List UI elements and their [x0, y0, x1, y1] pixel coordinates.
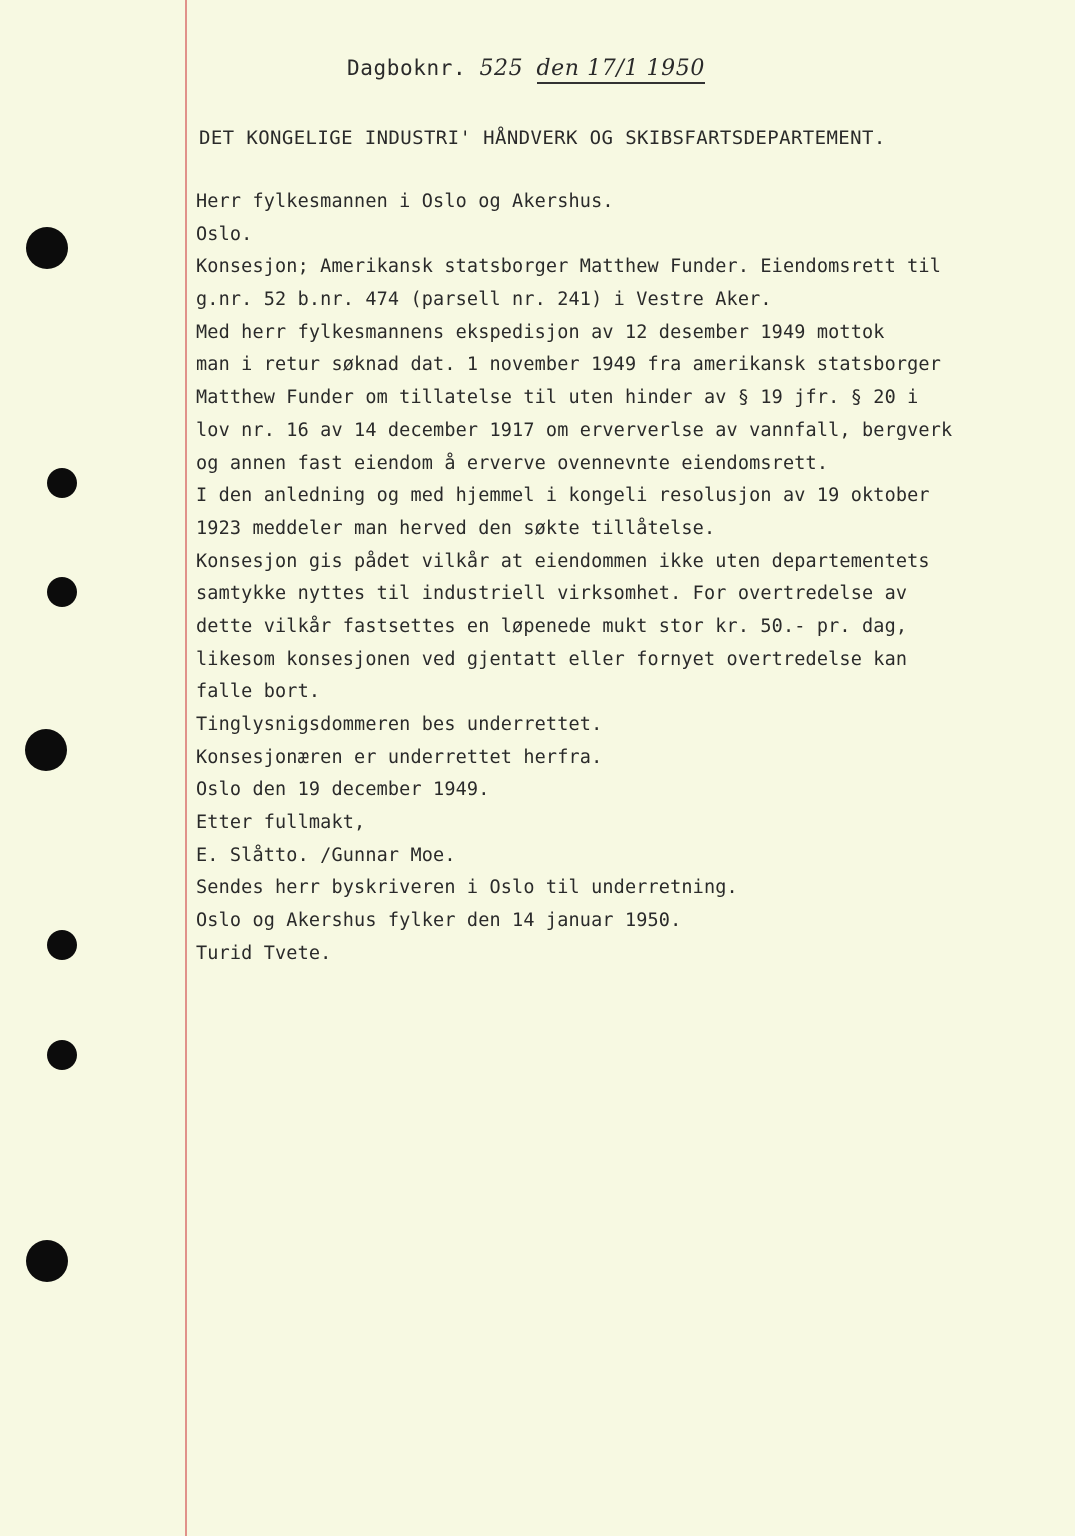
journal-prefix: Dagboknr.: [347, 56, 467, 80]
text-line: Sendes herr byskriveren i Oslo til underretning.: [196, 877, 738, 899]
journal-date: den 17/1 1950: [537, 56, 705, 84]
text-line: Oslo.: [196, 223, 253, 245]
text-line: I den anledning og med hjemmel i kongeli resolusjon av 19 oktober: [196, 485, 930, 507]
text-line: 1923 meddeler man herved den søkte tillåtelse.: [196, 517, 716, 539]
text-line: Med herr fylkesmannens ekspedisjon av 12 desember 1949 mottok: [196, 321, 885, 343]
text-line: Etter fullmakt,: [196, 812, 366, 834]
text-line: falle bort.: [196, 681, 321, 703]
text-line: g.nr. 52 b.nr. 474 (parsell nr. 241) i Vestre Aker.: [196, 289, 772, 311]
punch-hole: [47, 468, 77, 498]
punch-hole: [26, 227, 68, 269]
punch-hole: [26, 1240, 68, 1282]
text-line: Herr fylkesmannen i Oslo og Akershus.: [196, 191, 614, 212]
text-line: Tinglysnigsdommeren bes underrettet.: [196, 714, 603, 735]
text-line: Oslo og Akershus fylker den 14 januar 1950.: [196, 910, 682, 932]
text-line: Turid Tvete.: [196, 942, 332, 964]
text-line: likesom konsesjonen ved gjentatt eller fornyet overtredelse kan: [196, 648, 908, 670]
punch-hole: [47, 577, 77, 607]
punch-hole: [47, 1040, 77, 1070]
text-line: Oslo den 19 december 1949.: [196, 779, 490, 801]
margin-rule: [185, 0, 187, 1536]
text-line: dette vilkår fastsettes en løpenede mukt stor kr. 50.- pr. dag,: [196, 615, 908, 637]
ministry-heading: DET KONGELIGE INDUSTRI' HÅNDVERK OG SKIBSFARTSDEPARTEMENT.: [199, 127, 886, 149]
text-line: Matthew Funder om tillatelse til uten hinder av § 19 jfr. § 20 i: [196, 387, 919, 409]
punch-hole: [25, 729, 67, 771]
text-line: og annen fast eiendom å erverve ovennevnte eiendomsrett.: [196, 452, 829, 474]
text-line: Konsesjon gis pådet vilkår at eiendommen ikke uten departementets: [196, 550, 930, 572]
document-body: [196, 186, 1056, 971]
text-line: man i retur søknad dat. 1 november 1949 fra amerikansk statsborger: [196, 354, 942, 376]
text-line: samtykke nyttes til industriell virksomhet. For overtredelse av: [196, 583, 908, 605]
text-line: Konsesjon; Amerikansk statsborger Matthew Funder. Eiendomsrett til: [196, 256, 942, 278]
punch-hole: [47, 930, 77, 960]
text-line: Konsesjonæren er underrettet herfra.: [196, 746, 603, 768]
text-line: E. Slåtto. /Gunnar Moe.: [196, 844, 456, 866]
journal-number: 525: [479, 56, 524, 81]
journal-header: [347, 56, 705, 81]
text-line: lov nr. 16 av 14 december 1917 om erververlse av vannfall, bergverk: [196, 419, 953, 441]
